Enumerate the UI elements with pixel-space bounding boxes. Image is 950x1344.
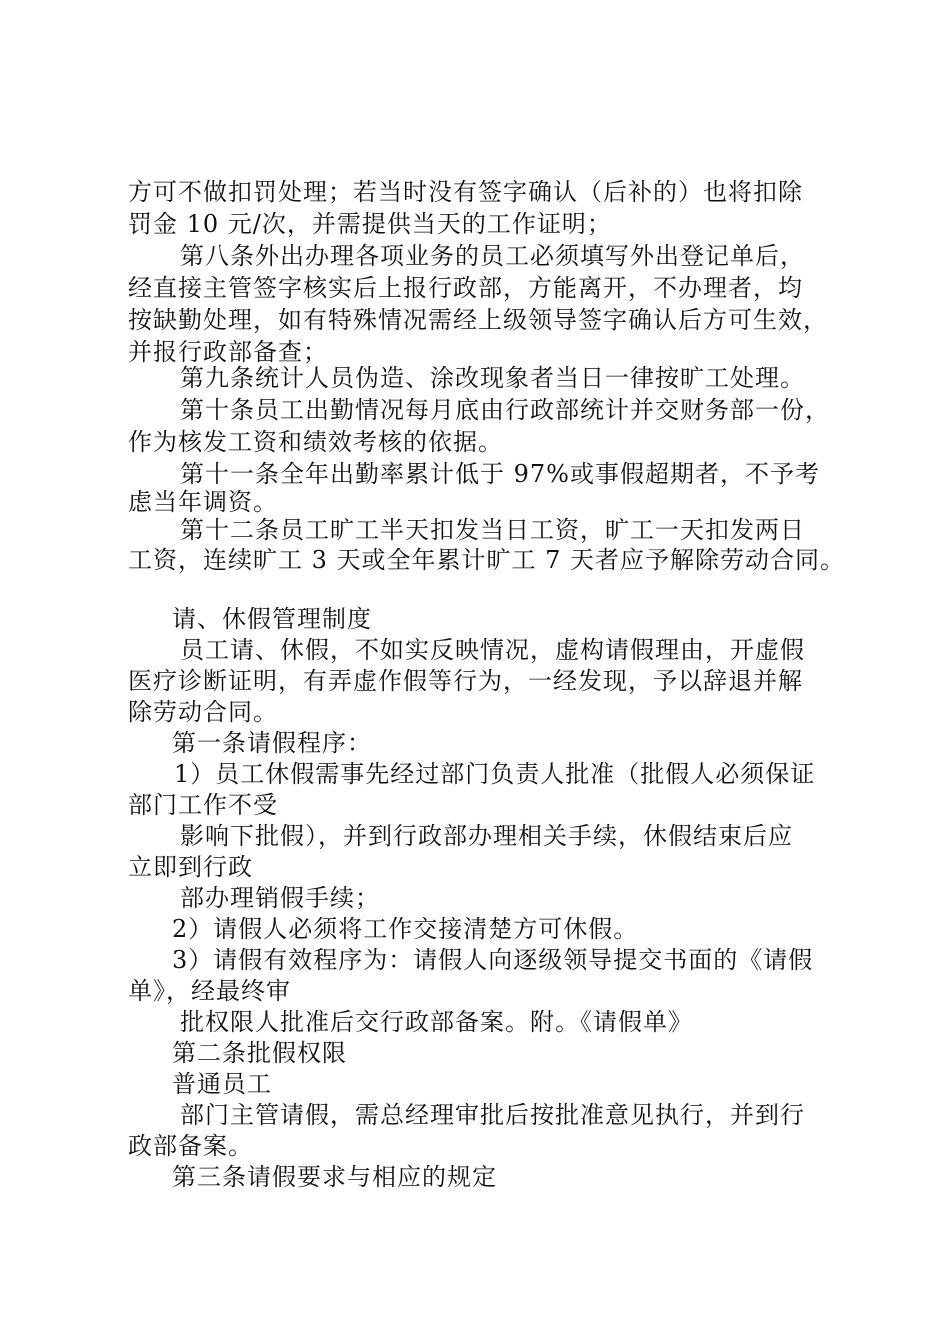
text-line: 按缺勤处理，如有特殊情况需经上级领导签字确认后方可生效， bbox=[128, 306, 828, 334]
text-line: 第二条批假权限 bbox=[172, 1039, 347, 1067]
text-line: 普通员工 bbox=[172, 1070, 272, 1098]
text-line: 1）员工休假需事先经过部门负责人批准（批假人必须保证 bbox=[174, 760, 816, 788]
text-line: 第一条请假程序： bbox=[172, 729, 372, 757]
text-line: 部门主管请假，需总经理审批后按批准意见执行，并到行 bbox=[180, 1101, 805, 1129]
text-line: 工资，连续旷工 3 天或全年累计旷工 7 天者应予解除劳动合同。 bbox=[128, 546, 846, 574]
text-line: 员工请、休假，不如实反映情况，虚构请假理由，开虚假 bbox=[180, 636, 805, 664]
text-line: 第十二条员工旷工半天扣发当日工资，旷工一天扣发两日 bbox=[180, 516, 805, 544]
text-line: 医疗诊断证明，有弄虚作假等行为，一经发现，予以辞退并解 bbox=[128, 667, 803, 695]
text-line: 2）请假人必须将工作交接清楚方可休假。 bbox=[172, 915, 639, 943]
text-line: 并报行政部备查； bbox=[128, 338, 328, 366]
text-line: 第三条请假要求与相应的规定 bbox=[172, 1163, 497, 1191]
text-line: 部门工作不受 bbox=[128, 791, 278, 819]
text-line: 罚金 10 元/次，并需提供当天的工作证明； bbox=[128, 210, 612, 238]
text-line: 作为核发工资和绩效考核的依据。 bbox=[128, 428, 503, 456]
text-line: 除劳动合同。 bbox=[128, 698, 278, 726]
text-line: 影响下批假），并到行政部办理相关手续，休假结束后应 bbox=[180, 822, 793, 850]
text-line: 虑当年调资。 bbox=[128, 488, 278, 516]
section-heading: 请、休假管理制度 bbox=[172, 605, 372, 633]
text-line: 第十条员工出勤情况每月底由行政部统计并交财务部一份， bbox=[180, 396, 830, 424]
text-line: 批权限人批准后交行政部备案。附。《请假单》 bbox=[180, 1008, 693, 1036]
text-line: 第八条外出办理各项业务的员工必须填写外出登记单后， bbox=[180, 242, 805, 270]
text-line: 单》，经最终审 bbox=[128, 977, 291, 1005]
text-line: 第九条统计人员伪造、涂改现象者当日一律按旷工处理。 bbox=[180, 364, 805, 392]
text-line: 经直接主管签字核实后上报行政部，方能离开，不办理者，均 bbox=[128, 274, 803, 302]
text-line: 立即到行政 bbox=[128, 853, 253, 881]
text-line: 部办理销假手续； bbox=[180, 884, 380, 912]
text-line: 3）请假有效程序为：请假人向逐级领导提交书面的《请假 bbox=[172, 946, 814, 974]
text-line: 方可不做扣罚处理；若当时没有签字确认（后补的）也将扣除 bbox=[128, 178, 803, 206]
text-line: 第十一条全年出勤率累计低于 97%或事假超期者，不予考 bbox=[180, 460, 820, 488]
text-line: 政部备案。 bbox=[128, 1132, 253, 1160]
